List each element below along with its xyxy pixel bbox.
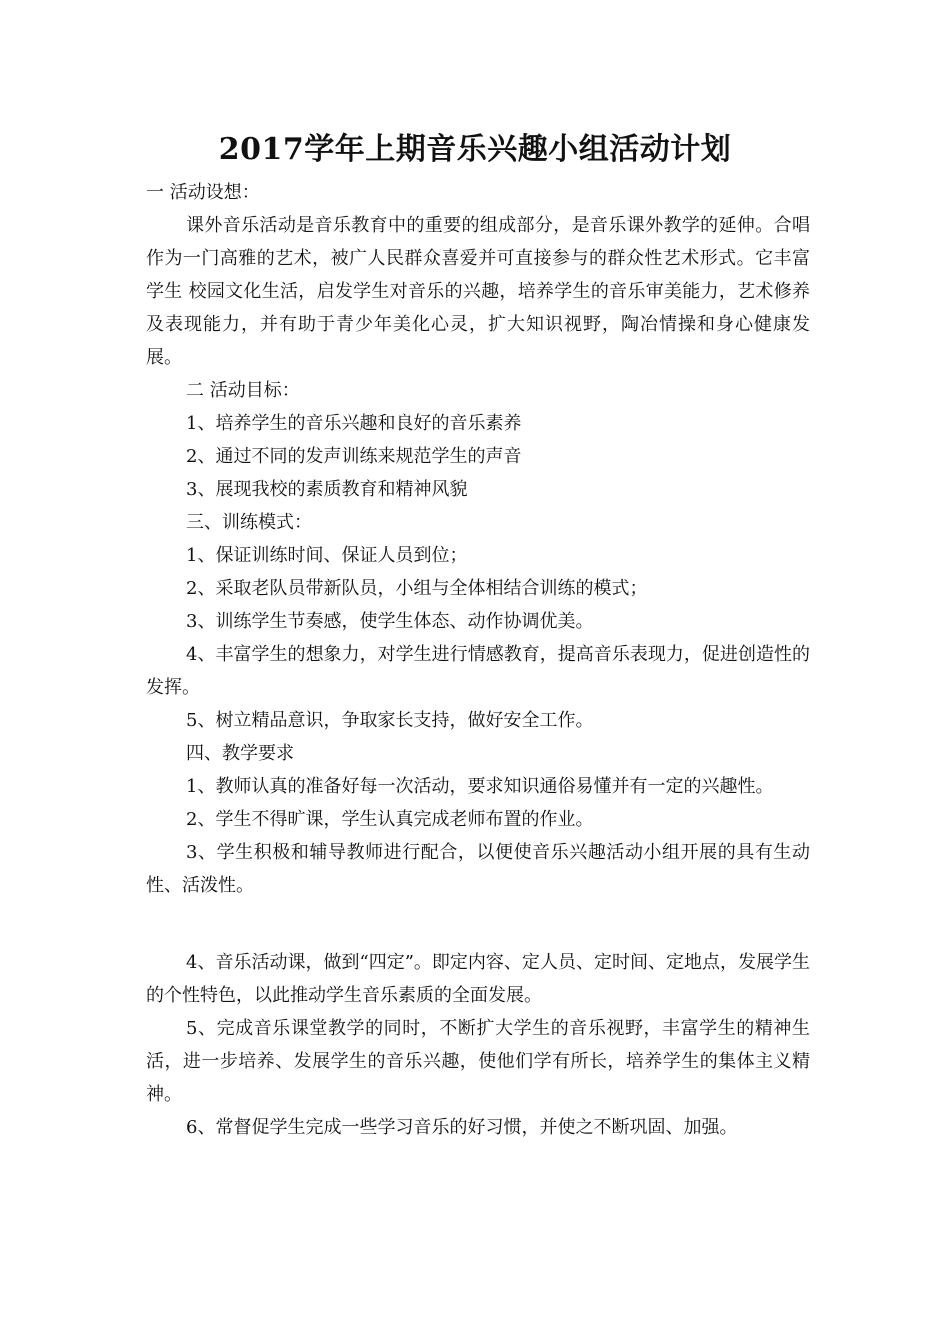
list-item: 4、丰富学生的想象力，对学生进行情感教育，提高音乐表现力，促进创造性的发挥。: [146, 644, 810, 698]
paragraph-gap: [146, 902, 810, 946]
section-3-heading: 三、训练模式：: [186, 512, 312, 533]
list-item: 5、完成音乐课堂教学的同时，不断扩大学生的音乐视野，丰富学生的精神生活，进一步培养、发展学生的音乐兴趣，使他们学有所长，培养学生的集体主义精神。: [146, 1018, 810, 1105]
list-item: 1、保证训练时间、保证人员到位；: [186, 545, 468, 566]
section-2-heading: 二 活动目标：: [186, 380, 300, 401]
list-item: 2、采取老队员带新队员，小组与全体相结合训练的模式；: [186, 578, 648, 599]
section-1-body: 课外音乐活动是音乐教育中的重要的组成部分，是音乐课外教学的延伸。合唱作为一门高雅的艺术，被广人民群众喜爱并可直接参与的群众性艺术形式。它丰富学生 校园文化生活，启发学生对音乐的兴趣，培养学生的音乐审美能力，艺术修养及表现能力，并有助于青少年美化心灵，扩大知识视野，陶冶情操和身心健康发展。: [146, 215, 810, 368]
list-item: 2、学生不得旷课，学生认真完成老师布置的作业。: [186, 809, 594, 830]
list-item: 3、训练学生节奏感，使学生体态、动作协调优美。: [186, 611, 594, 632]
list-item: 6、常督促学生完成一些学习音乐的好习惯，并使之不断巩固、加强。: [186, 1117, 738, 1138]
list-item: 3、展现我校的素质教育和精神风貌: [186, 479, 468, 500]
document-body: [146, 176, 810, 1144]
section-4-heading: 四、教学要求: [186, 743, 294, 764]
list-item: 1、培养学生的音乐兴趣和良好的音乐素养: [186, 413, 522, 434]
section-1-heading: 一 活动设想：: [146, 182, 260, 203]
list-item: 3、学生积极和辅导教师进行配合，以便使音乐兴趣活动小组开展的具有生动性、活泼性。: [146, 842, 810, 896]
list-item: 5、树立精品意识，争取家长支持，做好安全工作。: [186, 710, 594, 731]
list-item: 2、通过不同的发声训练来规范学生的声音: [186, 446, 522, 467]
document-title: 2017学年上期音乐兴趣小组活动计划: [218, 132, 732, 167]
list-item: 1、教师认真的准备好每一次活动，要求知识通俗易懂并有一定的兴趣性。: [186, 776, 774, 797]
list-item: 4、音乐活动课，做到“四定”。即定内容、定人员、定时间、定地点，发展学生的个性特色，以此推动学生音乐素质的全面发展。: [146, 952, 810, 1006]
